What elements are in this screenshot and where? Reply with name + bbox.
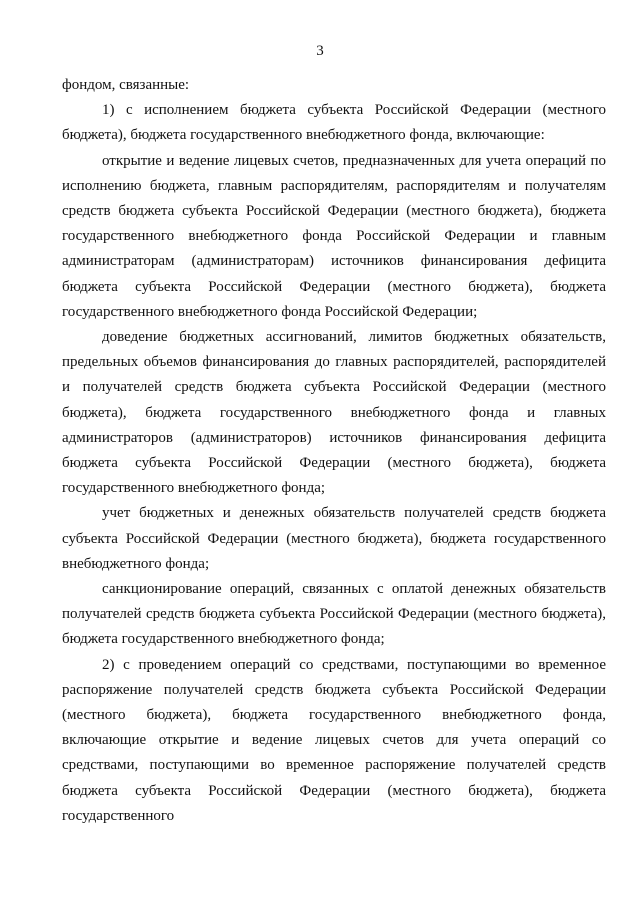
paragraph-obligations-accounting: учет бюджетных и денежных обязательств получателей средств бюджета субъекта Российской Федерации (местного бюджета), бюджета государственного внебюджетного фонда; (62, 505, 606, 572)
document-body (62, 73, 606, 829)
paragraph-budget-allocation: доведение бюджетных ассигнований, лимитов бюджетных обязательств, предельных объемов финансирования до главных распорядителей, распорядителей и получателей средств бюджета субъекта Российской Федерации (местного бюджета), бюджета государственного внебюджетного фонда и главных администраторов (администраторов) источников финансирования дефицита бюджета субъекта Российской Федерации (местного бюджета), бюджета государственного внебюджетного фонда; (62, 329, 606, 497)
paragraph-accounts-opening: открытие и ведение лицевых счетов, предназначенных для учета операций по исполнению бюджета, главным распорядителям, распорядителям и получателям средств бюджета субъекта Российской Федерации (местного бюджета), бюджета государственного внебюджетного фонда Российской Федерации и главным администраторам (администраторам) источников финансирования дефицита бюджета субъекта Российской Федерации (местного бюджета), бюджета государственного внебюджетного фонда Российской Федерации; (62, 152, 606, 320)
paragraph-authorization: санкционирование операций, связанных с оплатой денежных обязательств получателей средств бюджета субъекта Российской Федерации (местного бюджета), бюджета государственного внебюджетного фонда; (62, 581, 606, 648)
paragraph-item-2: 2) с проведением операций со средствами, поступающими во временное распоряжение получателей средств бюджета субъекта Российской Федерации (местного бюджета), бюджета государственного внебюджетного фонда, включающие открытие и ведение лицевых счетов для учета операций со средствами, поступающими во временное распоряжение получателей средств бюджета субъекта Российской Федерации (местного бюджета), бюджета государственного (62, 656, 606, 824)
page-number: 3 (316, 43, 324, 59)
paragraph-intro: фондом, связанные: (62, 77, 190, 93)
paragraph-item-1: 1) с исполнением бюджета субъекта Российской Федерации (местного бюджета), бюджета государственного внебюджетного фонда, включающие: (62, 102, 606, 144)
